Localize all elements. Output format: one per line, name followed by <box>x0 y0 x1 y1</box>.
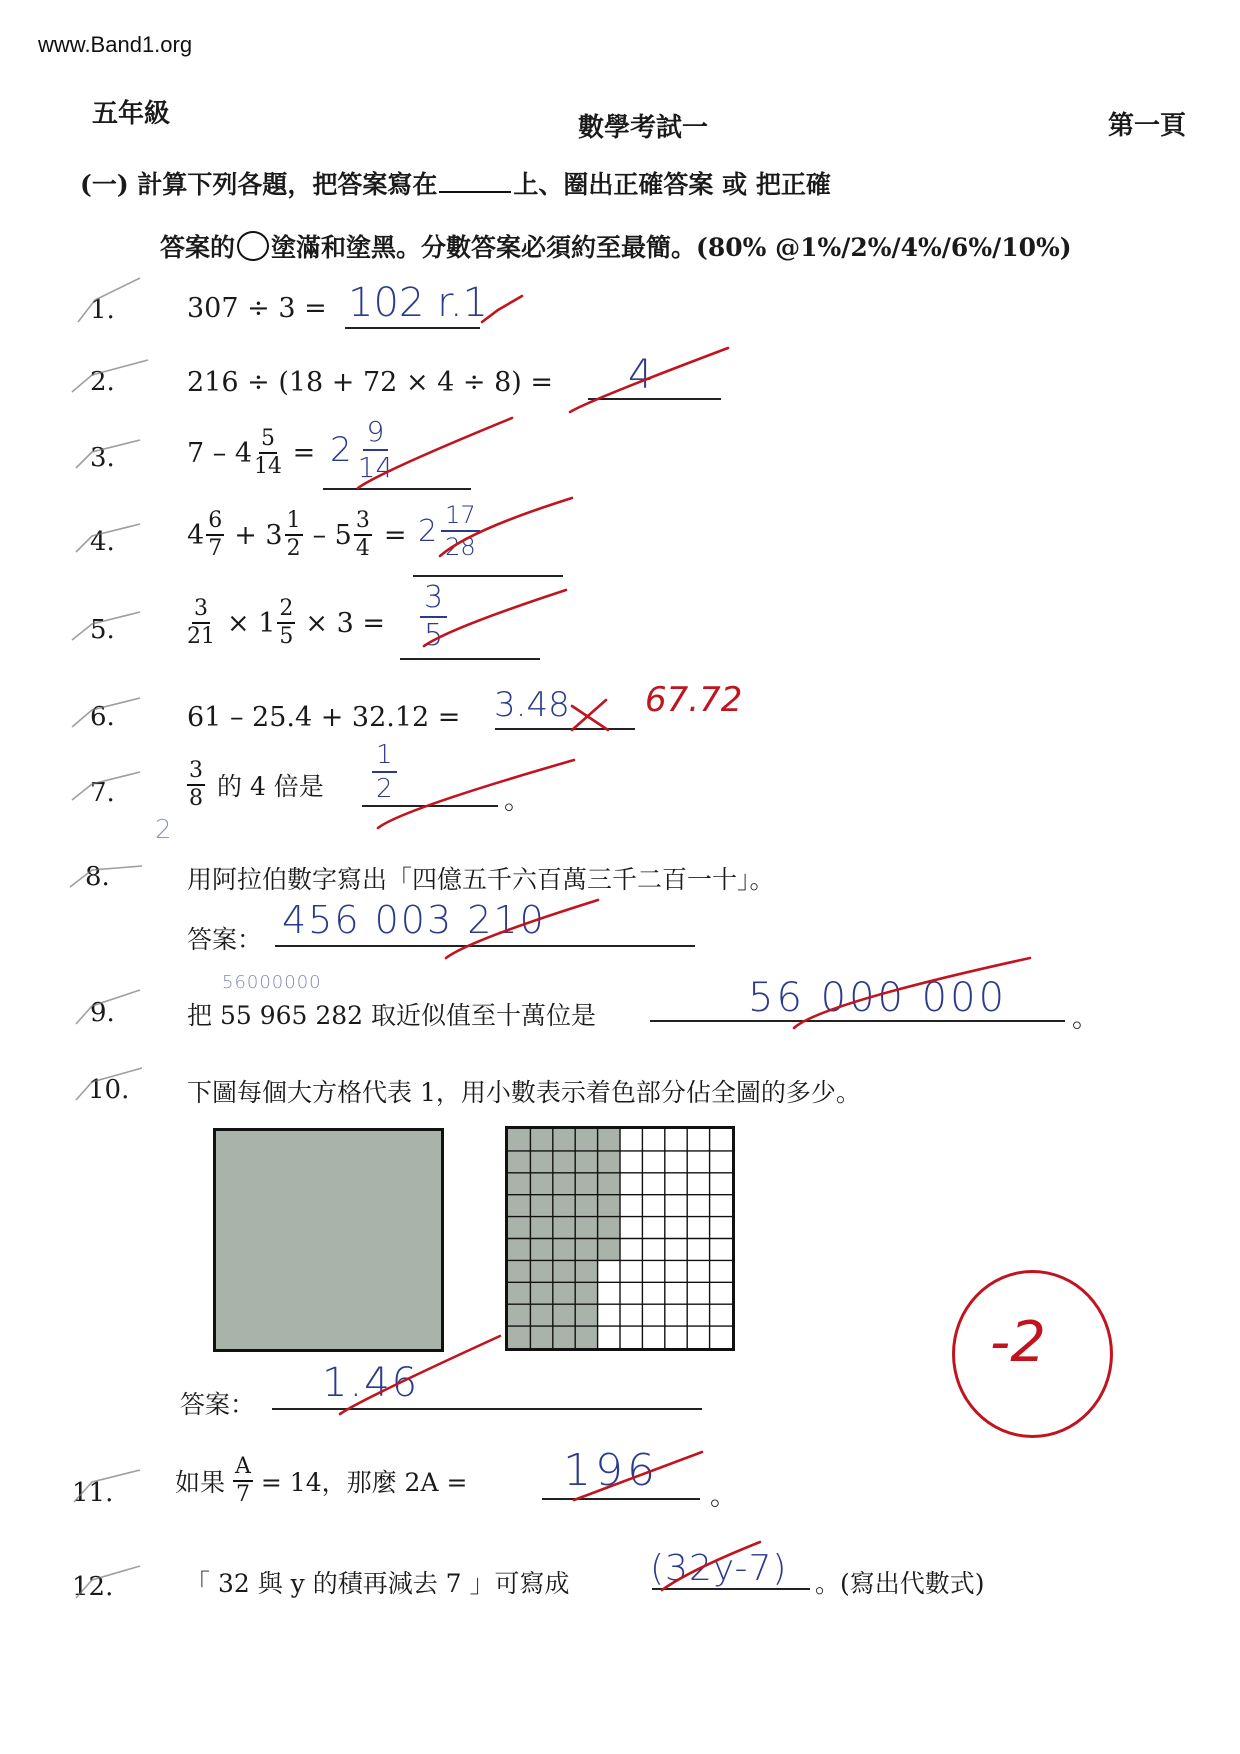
red-check-marks <box>340 296 1030 1590</box>
q5-d2: 5 <box>279 624 294 649</box>
instructions-text-2a: 答案的 <box>160 233 236 262</box>
shaded-cell <box>575 1326 597 1348</box>
question-number: 5. <box>90 615 115 645</box>
shaded-cell <box>575 1239 597 1261</box>
shaded-cell <box>575 1282 597 1304</box>
q12-text: 「 32 與 y 的積再減去 7 」可寫成 <box>185 1569 570 1598</box>
q5-op1: × 1 <box>227 607 276 639</box>
q5-answer-denominator: 5 <box>424 618 444 653</box>
shaded-cell <box>553 1195 575 1217</box>
shaded-cell <box>575 1173 597 1195</box>
question-number: 9. <box>90 998 115 1028</box>
exam-title: 數學考試一 <box>578 113 709 143</box>
q5-answer <box>420 580 447 651</box>
q5-d1: 21 <box>187 624 215 649</box>
shaded-cell <box>553 1260 575 1282</box>
q4-answer-line <box>413 575 563 577</box>
q4-d3: 4 <box>355 536 370 561</box>
shaded-cell <box>508 1217 530 1239</box>
question-number: 4. <box>90 527 115 557</box>
q4-w1: 4 <box>187 519 205 551</box>
shaded-cell <box>508 1326 530 1348</box>
q2-expression: 216 ÷ (18 + 72 × 4 ÷ 8) = <box>187 367 554 398</box>
instructions-line-1 <box>80 165 831 201</box>
part-label: (一) <box>80 170 129 199</box>
q11-text-a: 如果 <box>175 1468 226 1497</box>
q2-answer-line <box>588 398 721 400</box>
q7-expression <box>185 760 324 810</box>
shaded-cell <box>553 1326 575 1348</box>
shaded-cell <box>553 1173 575 1195</box>
q7-text: 的 4 倍是 <box>217 772 324 801</box>
q8-text: 用阿拉伯數字寫出「四億五千六百萬三千二百一十」。 <box>187 865 775 894</box>
shaded-cell <box>598 1151 620 1173</box>
q11-text-b: = 14，那麼 2A = <box>260 1468 468 1497</box>
q11-answer-line <box>542 1498 700 1500</box>
q4-d1: 7 <box>208 536 223 561</box>
q5-n2: 2 <box>277 598 295 624</box>
q7-answer-denominator: 2 <box>376 774 393 804</box>
shaded-cell <box>508 1173 530 1195</box>
q4-answer-numerator: 17 <box>441 503 480 532</box>
shaded-cell <box>575 1195 597 1217</box>
q11-end: 。 <box>710 1481 737 1512</box>
q8-answer-line <box>275 945 695 947</box>
question-number: 2. <box>90 367 115 397</box>
shaded-cell <box>553 1239 575 1261</box>
shaded-cell <box>508 1195 530 1217</box>
shaded-cell <box>553 1151 575 1173</box>
circle-icon <box>237 231 269 261</box>
shaded-cell <box>553 1129 575 1151</box>
question-number: 10. <box>88 1075 130 1105</box>
q3-answer <box>330 415 394 484</box>
q3-numerator: 5 <box>259 428 277 454</box>
q5-answer-line <box>400 658 540 660</box>
shaded-cell <box>530 1129 552 1151</box>
q9-work: 56000000 <box>222 972 322 993</box>
shaded-cell <box>530 1326 552 1348</box>
q10-answer-label: 答案： <box>180 1390 256 1419</box>
q9-end: 。 <box>1072 1003 1099 1034</box>
shaded-cell <box>575 1260 597 1282</box>
q11-d1: 7 <box>235 1482 250 1507</box>
question-number: 6. <box>90 702 115 732</box>
shaded-cell <box>508 1282 530 1304</box>
q1-answer: 102 r.1 <box>348 280 488 326</box>
q10-answer: 1.46 <box>322 1360 420 1406</box>
q3-expr-a: 7 – 4 <box>187 437 253 469</box>
watermark: www.Band1.org <box>38 32 193 57</box>
q4-op1: + 3 <box>234 519 283 551</box>
q4-d2: 2 <box>286 536 301 561</box>
shaded-cell <box>508 1151 530 1173</box>
shaded-cell <box>598 1129 620 1151</box>
shaded-cell <box>508 1304 530 1326</box>
instructions-text-1a: 計算下列各題，把答案寫在 <box>137 170 438 199</box>
q4-expression <box>187 510 406 560</box>
shaded-cell <box>530 1195 552 1217</box>
full-shaded-square <box>213 1128 444 1352</box>
question-number: 12. <box>72 1572 114 1602</box>
q7-answer-line <box>362 805 498 807</box>
shaded-cell <box>575 1217 597 1239</box>
q7-end: 。 <box>504 785 531 816</box>
q6-answer: 3.48 <box>494 685 570 725</box>
q5-answer-numerator: 3 <box>420 583 447 618</box>
score-mark: -2 <box>990 1310 1046 1375</box>
q11-answer: 196 <box>563 1445 659 1496</box>
question-number: 3. <box>90 443 115 473</box>
q5-n1: 3 <box>192 598 210 624</box>
q3-expression <box>187 428 315 478</box>
q4-n3: 3 <box>354 510 372 536</box>
q3-answer-numerator: 9 <box>363 418 389 451</box>
q1-expression: 307 ÷ 3 = <box>187 293 327 324</box>
q4-n1: 6 <box>206 510 224 536</box>
q5-expression <box>185 598 385 648</box>
q7-answer-numerator: 1 <box>372 742 397 773</box>
shaded-cell <box>530 1173 552 1195</box>
question-number: 7. <box>90 778 115 808</box>
q9-text: 把 55 965 282 取近似值至十萬位是 <box>187 1001 597 1030</box>
shaded-cell <box>530 1260 552 1282</box>
q7-d1: 8 <box>189 786 203 811</box>
q9-answer: 56 000 000 <box>748 975 1008 1021</box>
page-label: 第一頁 <box>1108 111 1187 141</box>
shaded-cell <box>508 1239 530 1261</box>
q3-equals: = <box>292 437 316 469</box>
q7-answer <box>372 740 397 802</box>
q3-answer-line <box>323 488 471 490</box>
blank-sample <box>439 171 511 193</box>
question-number: 11. <box>72 1478 114 1508</box>
shaded-cell <box>598 1173 620 1195</box>
shaded-cell <box>598 1195 620 1217</box>
shaded-cell <box>553 1282 575 1304</box>
q4-answer <box>418 503 480 559</box>
q12-end: 。(寫出代數式) <box>815 1569 985 1598</box>
question-number: 1. <box>90 295 115 325</box>
shaded-cell <box>530 1239 552 1261</box>
q11-expression <box>175 1456 467 1506</box>
q7-n1: 3 <box>187 760 205 786</box>
grade-label: 五年級 <box>92 99 171 129</box>
q3-answer-denominator: 14 <box>357 451 394 484</box>
q10-answer-line <box>272 1408 702 1410</box>
shaded-cell <box>530 1282 552 1304</box>
q4-answer-whole: 2 <box>418 513 438 549</box>
instructions-line-2 <box>160 228 1072 264</box>
q6-correction: 67.72 <box>645 680 743 720</box>
q8-answer-label: 答案： <box>187 925 263 954</box>
q3-answer-whole: 2 <box>330 430 352 470</box>
pencil-check-marks <box>70 278 148 1598</box>
shaded-cell <box>575 1151 597 1173</box>
shaded-cell <box>575 1129 597 1151</box>
q11-n1: A <box>233 1456 253 1482</box>
q12-answer: (32y-7) <box>650 1548 788 1589</box>
q8-answer: 456 003 210 <box>282 898 546 942</box>
q4-answer-denominator: 28 <box>445 533 476 561</box>
shaded-cell <box>575 1304 597 1326</box>
q3-denominator: 14 <box>254 454 283 479</box>
q6-expression: 61 – 25.4 + 32.12 = <box>187 702 461 733</box>
question-number: 8. <box>85 862 110 892</box>
shaded-cell <box>553 1217 575 1239</box>
q10-text: 下圖每個大方格代表 1，用小數表示着色部分佔全圖的多少。 <box>187 1078 861 1107</box>
q1-answer-line <box>345 327 480 329</box>
q4-equals: = <box>383 519 407 551</box>
q4-op2: – 5 <box>312 519 352 551</box>
hundred-grid <box>505 1126 735 1351</box>
instructions-text-1b: 上、圈出正確答案 或 把正確 <box>513 170 831 199</box>
shaded-cell <box>530 1217 552 1239</box>
shaded-cell <box>530 1304 552 1326</box>
shaded-cell <box>553 1304 575 1326</box>
q4-n2: 1 <box>285 510 303 536</box>
shaded-cell <box>598 1217 620 1239</box>
instructions-text-2b: 塗滿和塗黑。分數答案必須約至最簡。(80% @1%/2%/4%/6%/10%) <box>271 233 1072 262</box>
q6-answer-line <box>495 728 635 730</box>
q2-answer: 4 <box>628 352 654 398</box>
q7-scribble: 2 <box>155 815 172 845</box>
shaded-cell <box>530 1151 552 1173</box>
shaded-cell <box>508 1260 530 1282</box>
q5-op2: × 3 = <box>305 607 385 639</box>
shaded-cell <box>598 1239 620 1261</box>
shaded-cell <box>508 1129 530 1151</box>
